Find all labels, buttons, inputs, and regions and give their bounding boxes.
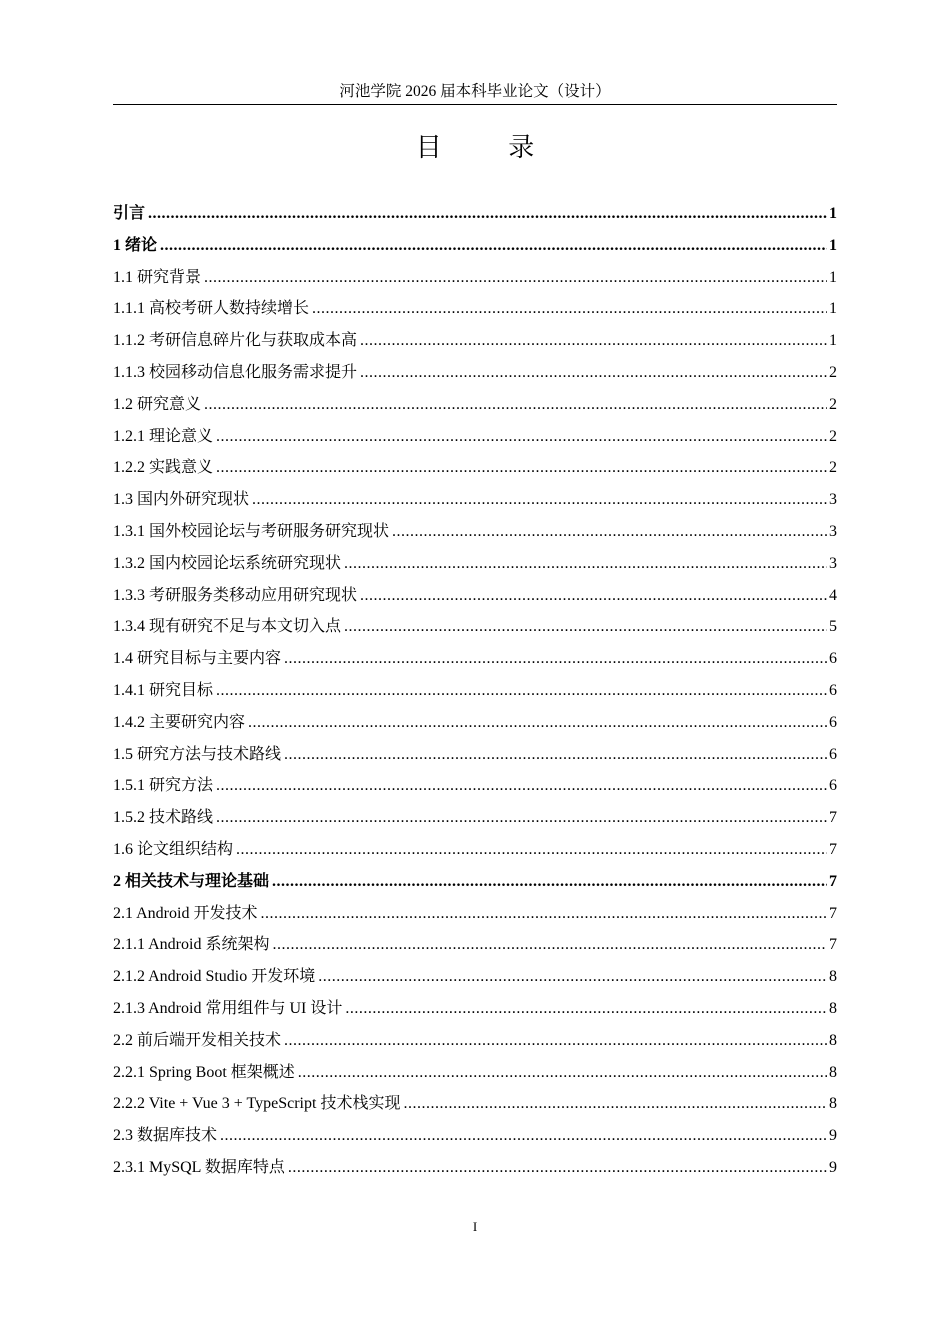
- toc-dot-leader: [284, 1025, 827, 1057]
- toc-entry[interactable]: [113, 484, 837, 516]
- toc-dot-leader: [344, 548, 827, 580]
- toc-entry[interactable]: [113, 707, 837, 739]
- toc-entry-text: 2.1.3 Android 常用组件与 UI 设计: [113, 999, 343, 1017]
- toc-entry-page: 6: [829, 650, 837, 668]
- toc-entry-text: 2.2.2 Vite + Vue 3 + TypeScript 技术栈实现: [113, 1095, 401, 1113]
- toc-entry-text: 2 相关技术与理论基础: [113, 872, 270, 890]
- toc-entry[interactable]: [113, 198, 837, 230]
- toc-entry-page: 9: [829, 1127, 837, 1145]
- toc-entry[interactable]: [113, 770, 837, 802]
- toc-dot-leader: [204, 262, 827, 294]
- toc-entry-text: 2.1.1 Android 系统架构: [113, 936, 270, 954]
- toc-dot-leader: [272, 866, 827, 898]
- toc-dot-leader: [272, 929, 827, 961]
- toc-entry[interactable]: [113, 580, 837, 612]
- toc-title: 目 录: [415, 133, 565, 162]
- toc-dot-leader: [216, 770, 827, 802]
- toc-dot-leader: [318, 961, 827, 993]
- toc-entry[interactable]: [113, 739, 837, 771]
- toc-entry[interactable]: [113, 961, 837, 993]
- toc-entry-page: 3: [829, 491, 837, 509]
- toc-entry-page: 3: [829, 522, 837, 540]
- page-number: I: [472, 1219, 478, 1234]
- toc-entry-text: 1.5.1 研究方法: [113, 777, 214, 795]
- toc-dot-leader: [360, 580, 827, 612]
- toc-entry-text: 1.5.2 技术路线: [113, 809, 214, 827]
- toc-entry-page: 1: [829, 300, 837, 318]
- toc-entry-page: 1: [829, 236, 837, 254]
- toc-entry-text: 1.1.3 校园移动信息化服务需求提升: [113, 363, 358, 381]
- toc-dot-leader: [284, 643, 827, 675]
- toc-entry-text: 2.1 Android 开发技术: [113, 904, 258, 922]
- toc-entry-page: 8: [829, 1031, 837, 1049]
- toc-dot-leader: [360, 325, 827, 357]
- toc-entry-text: 1.3.1 国外校园论坛与考研服务研究现状: [113, 522, 390, 540]
- toc-entry-page: 2: [829, 459, 837, 477]
- toc-entry-text: 1.2.1 理论意义: [113, 427, 214, 445]
- toc-entry-page: 8: [829, 1063, 837, 1081]
- toc-entry-page: 7: [829, 904, 837, 922]
- toc-entry-text: 1.4.2 主要研究内容: [113, 713, 246, 731]
- toc-dot-leader: [298, 1057, 827, 1089]
- toc-dot-leader: [220, 1120, 827, 1152]
- toc-dot-leader: [160, 230, 827, 262]
- toc-dot-leader: [312, 293, 827, 325]
- toc-entry-text: 1.1.1 高校考研人数持续增长: [113, 300, 310, 318]
- toc-entry-text: 1.2 研究意义: [113, 395, 202, 413]
- toc-entry-page: 1: [829, 332, 837, 350]
- toc-entry-page: 7: [829, 809, 837, 827]
- toc-entry-page: 7: [829, 872, 837, 890]
- toc-entry[interactable]: [113, 898, 837, 930]
- toc-dot-leader: [260, 898, 827, 930]
- toc-entry-page: 6: [829, 777, 837, 795]
- toc-entry[interactable]: [113, 325, 837, 357]
- toc-entry-page: 8: [829, 1095, 837, 1113]
- toc-entry[interactable]: [113, 389, 837, 421]
- toc-dot-leader: [216, 802, 827, 834]
- toc-entry-page: 6: [829, 681, 837, 699]
- toc-dot-leader: [216, 452, 827, 484]
- toc-entry[interactable]: [113, 1152, 837, 1184]
- toc-entry-page: 2: [829, 395, 837, 413]
- toc-entry-text: 1.3.2 国内校园论坛系统研究现状: [113, 554, 342, 572]
- toc-entry[interactable]: [113, 230, 837, 262]
- toc-entry[interactable]: [113, 421, 837, 453]
- toc-entry-text: 1.3.3 考研服务类移动应用研究现状: [113, 586, 358, 604]
- toc-entry-text: 2.3.1 MySQL 数据库特点: [113, 1158, 285, 1176]
- toc-entry-page: 1: [829, 268, 837, 286]
- toc-dot-leader: [392, 516, 827, 548]
- toc-entry-text: 1.3 国内外研究现状: [113, 491, 250, 509]
- toc-entry[interactable]: [113, 643, 837, 675]
- toc-dot-leader: [204, 389, 827, 421]
- toc-entry[interactable]: [113, 866, 837, 898]
- toc-entry-text: 1.1.2 考研信息碎片化与获取成本高: [113, 332, 358, 350]
- toc-dot-leader: [148, 198, 827, 230]
- header-rule: [113, 104, 837, 105]
- toc-entry[interactable]: [113, 611, 837, 643]
- toc-entry[interactable]: [113, 1088, 837, 1120]
- toc-entry[interactable]: [113, 1120, 837, 1152]
- toc-dot-leader: [248, 707, 827, 739]
- toc-entry-page: 8: [829, 968, 837, 986]
- toc-entry[interactable]: [113, 452, 837, 484]
- toc-entry-page: 5: [829, 618, 837, 636]
- toc-dot-leader: [403, 1088, 827, 1120]
- toc-entry-page: 6: [829, 745, 837, 763]
- toc-entry[interactable]: [113, 993, 837, 1025]
- toc-entry-page: 2: [829, 363, 837, 381]
- toc-entry[interactable]: [113, 293, 837, 325]
- toc-entry-text: 2.1.2 Android Studio 开发环境: [113, 968, 316, 986]
- toc-entry[interactable]: [113, 516, 837, 548]
- toc-entry-page: 1: [829, 205, 837, 222]
- toc-entry[interactable]: [113, 929, 837, 961]
- toc-entry[interactable]: [113, 1025, 837, 1057]
- toc-entry-text: 引言: [113, 205, 146, 222]
- toc-entry[interactable]: [113, 834, 837, 866]
- toc-dot-leader: [345, 993, 827, 1025]
- toc-dot-leader: [284, 739, 827, 771]
- toc-entry-text: 1 绪论: [113, 236, 158, 254]
- toc-entry-text: 1.5 研究方法与技术路线: [113, 745, 282, 763]
- toc-entry-page: 4: [829, 586, 837, 604]
- toc-entry-page: 9: [829, 1158, 837, 1176]
- toc-entry[interactable]: [113, 262, 837, 294]
- toc-dot-leader: [252, 484, 827, 516]
- table-of-contents: [113, 198, 837, 1184]
- toc-entry-page: 7: [829, 936, 837, 954]
- toc-dot-leader: [216, 675, 827, 707]
- page-header: 河池学院 2026 届本科毕业论文（设计）: [339, 83, 611, 100]
- toc-entry[interactable]: [113, 675, 837, 707]
- toc-entry[interactable]: [113, 802, 837, 834]
- toc-entry-text: 2.3 数据库技术: [113, 1127, 218, 1145]
- toc-dot-leader: [288, 1152, 827, 1184]
- toc-dot-leader: [360, 357, 827, 389]
- toc-dot-leader: [216, 421, 827, 453]
- toc-entry-text: 1.4 研究目标与主要内容: [113, 650, 282, 668]
- toc-entry-page: 2: [829, 427, 837, 445]
- toc-entry[interactable]: [113, 357, 837, 389]
- toc-dot-leader: [236, 834, 827, 866]
- toc-entry-page: 3: [829, 554, 837, 572]
- toc-entry-text: 1.3.4 现有研究不足与本文切入点: [113, 618, 342, 636]
- toc-entry-text: 2.2 前后端开发相关技术: [113, 1031, 282, 1049]
- toc-entry-text: 1.2.2 实践意义: [113, 459, 214, 477]
- toc-entry[interactable]: [113, 548, 837, 580]
- toc-entry[interactable]: [113, 1057, 837, 1089]
- toc-entry-page: 8: [829, 999, 837, 1017]
- toc-entry-text: 1.6 论文组织结构: [113, 840, 234, 858]
- toc-dot-leader: [344, 611, 827, 643]
- toc-entry-page: 6: [829, 713, 837, 731]
- toc-entry-text: 2.2.1 Spring Boot 框架概述: [113, 1063, 295, 1081]
- toc-entry-page: 7: [829, 840, 837, 858]
- toc-entry-text: 1.1 研究背景: [113, 268, 202, 286]
- toc-entry-text: 1.4.1 研究目标: [113, 681, 214, 699]
